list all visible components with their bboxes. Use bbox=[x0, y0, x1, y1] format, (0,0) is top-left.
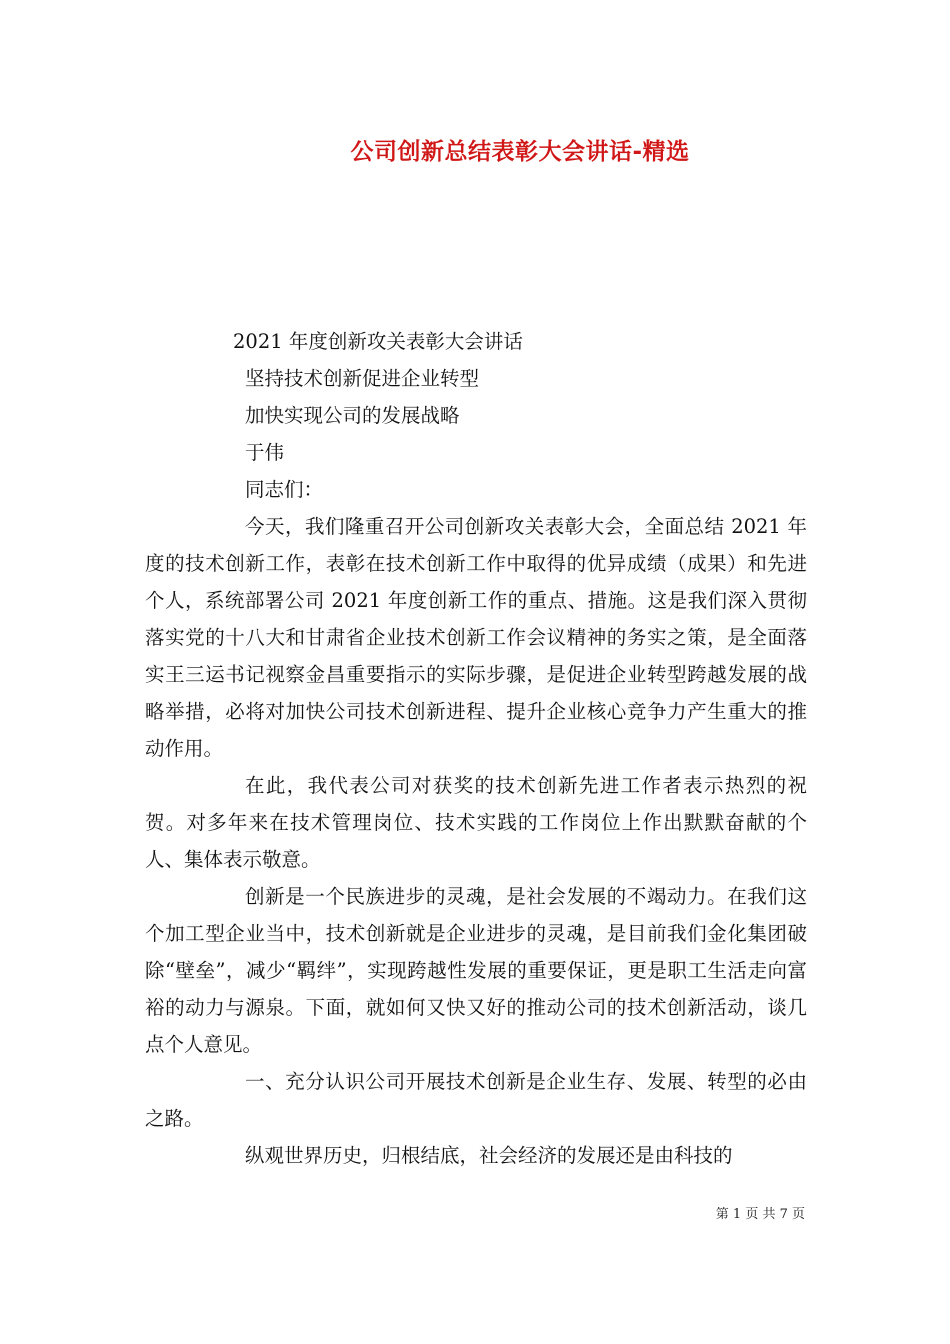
paragraph-history: 纵观世界历史，归根结底，社会经济的发展还是由科技的 bbox=[245, 1144, 733, 1167]
speaker-name: 于伟 bbox=[245, 441, 285, 464]
salutation: 同志们： bbox=[245, 478, 324, 501]
subtitle-line-1: 坚持技术创新促进企业转型 bbox=[245, 367, 480, 390]
paragraph-congratulations: 在此，我代表公司对获奖的技术创新先进工作者表示热烈的祝贺。对多年来在技术管理岗位、技术实践的工作岗位上作出默默奋献的个人、集体表示敬意。 bbox=[145, 774, 807, 871]
section-heading-1: 一、充分认识公司开展技术创新是企业生存、发展、转型的必由之路。 bbox=[145, 1070, 807, 1130]
document-title: 公司创新总结表彰大会讲话-精选 bbox=[350, 139, 690, 165]
page-number-footer: 第 1 页 共 7 页 bbox=[715, 1207, 805, 1222]
paragraph-innovation: 创新是一个民族进步的灵魂，是社会发展的不竭动力。在我们这个加工型企业当中，技术创新就是企业进步的灵魂，是目前我们金化集团破除“壁垒”，减少“羁绊”，实现跨越性发展的重要保证，更是职工生活走向富裕的动力与源泉。下面，就如何又快又好的推动公司的技术创新活动，谈几点个人意见。 bbox=[145, 885, 807, 1056]
speech-title-line: 2021 年度创新攻关表彰大会讲话 bbox=[233, 330, 523, 353]
subtitle-line-2: 加快实现公司的发展战略 bbox=[245, 404, 460, 427]
document-body bbox=[145, 323, 807, 1174]
paragraph-opening: 今天，我们隆重召开公司创新攻关表彰大会，全面总结 2021 年度的技术创新工作，表彰在技术创新工作中取得的优异成绩（成果）和先进个人，系统部署公司 2021 年度创新工作的重点、措施。这是我们深入贯彻落实党的十八大和甘肃省企业技术创新工作会议精神的务实之策，是全面落实王三运书记视察金昌重要指示的实际步骤，是促进企业转型跨越发展的战略举措，必将对加快公司技术创新进程、提升企业核心竞争力产生重大的推动作用。 bbox=[145, 515, 807, 760]
